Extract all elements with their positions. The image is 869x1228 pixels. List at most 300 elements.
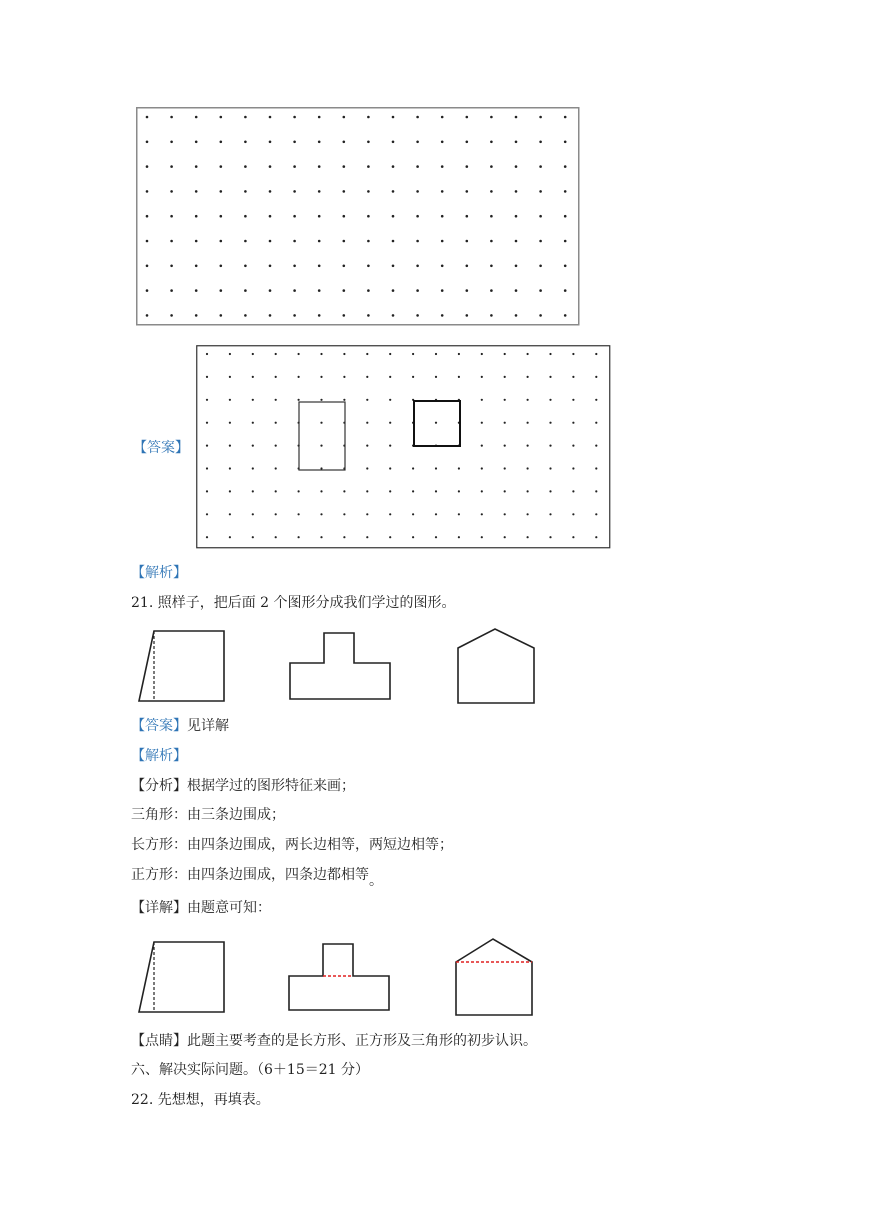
grid-dot (275, 399, 277, 401)
grid-dot (252, 445, 254, 447)
grid-dot (435, 513, 437, 515)
grid-dot (490, 141, 493, 144)
answer-square (414, 401, 460, 446)
grid-dot (572, 376, 574, 378)
grid-dot (416, 265, 419, 268)
grid-dot (481, 490, 483, 492)
grid-dot (539, 116, 542, 119)
grid-dot (549, 353, 551, 355)
grid-dot (343, 190, 346, 193)
grid-dot (318, 265, 321, 268)
grid-dot (564, 314, 567, 317)
grid-dot (389, 353, 391, 355)
grid-dot (564, 215, 567, 218)
grid-dot (367, 190, 370, 193)
grid-dot (412, 513, 414, 515)
grid-dot (458, 490, 460, 492)
grid-dot (416, 215, 419, 218)
grid-dot (244, 215, 247, 218)
solution-trapezoid-figure (134, 938, 234, 1018)
grid-dot (490, 265, 493, 268)
grid-dot (343, 490, 345, 492)
grid-dot (206, 445, 208, 447)
grid-dot (389, 422, 391, 424)
grid-dot (220, 215, 223, 218)
grid-dot (293, 240, 296, 243)
dianjing-text: 此题主要考查的是长方形、正方形及三角形的初步认识。 (187, 1033, 537, 1049)
grid-dot (572, 399, 574, 401)
grid-dot (366, 399, 368, 401)
grid-dot (298, 376, 300, 378)
grid-dot (343, 314, 346, 317)
question-text: 照样子，把后面 2 个图形分成我们学过的图形。 (157, 595, 456, 611)
grid-dot (595, 353, 597, 355)
grid-dot (466, 215, 469, 218)
grid-dot (564, 141, 567, 144)
grid-dot (458, 513, 460, 515)
grid-dot (515, 190, 518, 193)
grid-dot (412, 536, 414, 538)
grid-dot (195, 289, 198, 292)
grid-dot (564, 190, 567, 193)
grid-dot (416, 190, 419, 193)
grid-dot (269, 165, 272, 168)
answer-rectangle (299, 402, 345, 470)
grid-dot (392, 141, 395, 144)
grid-dot (435, 536, 437, 538)
grid-dot (441, 265, 444, 268)
grid-dot (416, 289, 419, 292)
question-number: 22. (131, 1092, 154, 1108)
grid-dot (275, 490, 277, 492)
grid-dot (367, 314, 370, 317)
example-trapezoid-figure (134, 627, 234, 707)
grid-dot (220, 116, 223, 119)
grid-dot (269, 240, 272, 243)
grid-dot (527, 490, 529, 492)
grid-dot (320, 490, 322, 492)
square-def-text: 正方形：由四条边围成，四条边都相等 (131, 867, 369, 883)
grid-dot (343, 399, 345, 401)
grid-dot (244, 141, 247, 144)
grid-dot (220, 289, 223, 292)
grid-dot (466, 190, 469, 193)
grid-dot (441, 289, 444, 292)
grid-dot (318, 141, 321, 144)
grid-dot (416, 314, 419, 317)
grid-dot (367, 289, 370, 292)
grid-dot (392, 240, 395, 243)
grid-dot (146, 265, 149, 268)
grid-dot (504, 513, 506, 515)
grid-dot (490, 240, 493, 243)
grid-dot (458, 467, 460, 469)
grid-dot (539, 190, 542, 193)
grid-dot (490, 165, 493, 168)
grid-dot (466, 240, 469, 243)
grid-dot (412, 490, 414, 492)
grid-dot (206, 513, 208, 515)
grid-dot (195, 265, 198, 268)
grid-dot (229, 536, 231, 538)
grid-dot (564, 289, 567, 292)
grid-dot (244, 240, 247, 243)
grid-dot (206, 399, 208, 401)
grid-dot (318, 314, 321, 317)
grid-dot (527, 422, 529, 424)
grid-dot (458, 536, 460, 538)
grid-dot (490, 190, 493, 193)
grid-dot (389, 467, 391, 469)
section-6-heading: 六、解决实际问题。（6＋15＝21 分） (131, 1062, 369, 1078)
analysis-tag: 【解析】 (131, 565, 187, 581)
grid-dot (293, 165, 296, 168)
grid-dot (229, 467, 231, 469)
grid-dot (244, 289, 247, 292)
grid-dot (564, 240, 567, 243)
grid-dot (392, 165, 395, 168)
grid-dot (170, 215, 173, 218)
grid-dot (504, 536, 506, 538)
grid-dot (572, 445, 574, 447)
grid-dot (515, 265, 518, 268)
grid-dot (466, 265, 469, 268)
grid-dot (229, 422, 231, 424)
grid-dot (539, 215, 542, 218)
grid-dot (389, 536, 391, 538)
grid-dot (343, 289, 346, 292)
grid-dot (515, 141, 518, 144)
grid-dot (252, 490, 254, 492)
grid-dot (298, 490, 300, 492)
grid-dot (252, 376, 254, 378)
grid-dot (275, 376, 277, 378)
grid-dot (146, 165, 149, 168)
grid-dot (318, 165, 321, 168)
grid-dot (527, 353, 529, 355)
grid-dot (504, 490, 506, 492)
grid-dot (515, 116, 518, 119)
grid-dot (343, 240, 346, 243)
grid-dot (366, 445, 368, 447)
grid-dot (343, 141, 346, 144)
fenxi-tag: 【分析】 (131, 778, 187, 794)
grid-dot (206, 353, 208, 355)
grid-dot (195, 141, 198, 144)
question-21 (131, 593, 456, 613)
grid-dot (318, 215, 321, 218)
grid-dot (441, 165, 444, 168)
grid-dot (367, 116, 370, 119)
grid-dot (320, 445, 322, 447)
grid-dot (539, 314, 542, 317)
grid-dot (293, 314, 296, 317)
grid-dot (229, 513, 231, 515)
grid-dot (572, 513, 574, 515)
grid-dot (170, 141, 173, 144)
answer-tag: 【答案】 (131, 718, 187, 734)
q21-answer (131, 716, 229, 736)
grid-dot (293, 265, 296, 268)
square-def-period: 。 (369, 873, 383, 889)
grid-dot (527, 536, 529, 538)
grid-dot (252, 513, 254, 515)
grid-dot (320, 353, 322, 355)
grid-dot (366, 376, 368, 378)
grid-dot (244, 116, 247, 119)
grid-dot (275, 422, 277, 424)
dot-grid-answer (196, 345, 612, 551)
grid-dot (416, 116, 419, 119)
grid-dot (466, 314, 469, 317)
square-def (131, 865, 383, 889)
grid-dot (392, 116, 395, 119)
grid-dot (220, 165, 223, 168)
grid-dot (298, 536, 300, 538)
grid-dot (458, 376, 460, 378)
grid-dot (195, 116, 198, 119)
grid-dot (595, 536, 597, 538)
grid-dot (293, 116, 296, 119)
grid-dot (504, 467, 506, 469)
grid-dot (206, 490, 208, 492)
grid-dot (564, 165, 567, 168)
grid-dot (206, 422, 208, 424)
grid-dot (343, 513, 345, 515)
grid-dot (320, 422, 322, 424)
grid-dot (441, 314, 444, 317)
grid-dot (252, 536, 254, 538)
grid-dot (595, 422, 597, 424)
grid-dot (170, 240, 173, 243)
grid-dot (564, 265, 567, 268)
grid-dot (490, 116, 493, 119)
grid-dot (539, 165, 542, 168)
grid-dot (549, 513, 551, 515)
grid-dot (320, 467, 322, 469)
grid-dot (343, 376, 345, 378)
grid-dot (515, 215, 518, 218)
grid-dot (572, 536, 574, 538)
dianjing-tag: 【点睛】 (131, 1033, 187, 1049)
grid-dot (220, 314, 223, 317)
grid-dot (206, 467, 208, 469)
grid-dot (269, 215, 272, 218)
grid-dot (527, 467, 529, 469)
grid-dot (320, 536, 322, 538)
grid-dot (527, 399, 529, 401)
grid-dot (539, 141, 542, 144)
grid-dot (435, 422, 437, 424)
grid-dot (595, 445, 597, 447)
grid-dot (441, 240, 444, 243)
grid-dot (392, 190, 395, 193)
grid-dot (366, 490, 368, 492)
grid-dot (343, 536, 345, 538)
grid-dot (595, 490, 597, 492)
grid-dot (318, 116, 321, 119)
grid-dot (318, 240, 321, 243)
xiangjie-text: 由题意可知： (187, 900, 271, 916)
grid-dot (220, 240, 223, 243)
grid-dot (320, 399, 322, 401)
grid-dot (275, 445, 277, 447)
analysis-tag: 【解析】 (131, 748, 187, 764)
grid-dot (392, 215, 395, 218)
grid-dot (595, 399, 597, 401)
grid-dot (229, 376, 231, 378)
grid-dot (416, 141, 419, 144)
grid-dot (170, 165, 173, 168)
grid-dot (441, 190, 444, 193)
grid-dot (504, 445, 506, 447)
grid-dot (229, 399, 231, 401)
grid-dot (539, 265, 542, 268)
grid-dot (504, 353, 506, 355)
grid-dot (170, 289, 173, 292)
grid-dot (416, 165, 419, 168)
grid-dot (441, 141, 444, 144)
grid-dot (392, 289, 395, 292)
grid-dot (366, 536, 368, 538)
grid-dot (220, 265, 223, 268)
grid-dot (481, 422, 483, 424)
grid-dot (595, 467, 597, 469)
grid-dot (367, 215, 370, 218)
grid-dot (146, 190, 149, 193)
grid-dot (549, 399, 551, 401)
grid-dot (298, 399, 300, 401)
grid-dot (275, 353, 277, 355)
grid-dot (146, 289, 149, 292)
grid-dot (515, 289, 518, 292)
grid-dot (366, 422, 368, 424)
grid-dot (481, 353, 483, 355)
grid-dot (481, 467, 483, 469)
grid-dot (298, 353, 300, 355)
grid-dot (206, 376, 208, 378)
grid-dot (170, 116, 173, 119)
grid-dot (229, 490, 231, 492)
grid-dot (244, 165, 247, 168)
rectangle-def: 长方形：由四条边围成，两长边相等，两短边相等； (131, 837, 453, 853)
grid-dot (539, 289, 542, 292)
grid-dot (269, 265, 272, 268)
grid-dot (195, 165, 198, 168)
grid-dot (515, 240, 518, 243)
grid-dot (389, 399, 391, 401)
grid-dot (244, 265, 247, 268)
grid-dot (170, 190, 173, 193)
grid-dot (549, 490, 551, 492)
grid-dot (527, 376, 529, 378)
grid-dot (392, 265, 395, 268)
grid-dot (252, 399, 254, 401)
grid-dot (481, 513, 483, 515)
grid-dot (170, 265, 173, 268)
grid-dot (527, 445, 529, 447)
grid-dot (343, 165, 346, 168)
grid-dot (458, 353, 460, 355)
grid-dot (466, 116, 469, 119)
grid-dot (549, 376, 551, 378)
grid-dot (252, 467, 254, 469)
grid-dot (252, 353, 254, 355)
grid-dot (244, 190, 247, 193)
grid-dot (564, 116, 567, 119)
grid-dot (389, 490, 391, 492)
grid-dot (527, 513, 529, 515)
grid-dot (490, 215, 493, 218)
grid-dot (539, 240, 542, 243)
grid-dot (481, 376, 483, 378)
grid-dot (195, 215, 198, 218)
grid-dot (435, 376, 437, 378)
fenxi-text: 根据学过的图形特征来画； (187, 778, 355, 794)
grid-dot (389, 445, 391, 447)
grid-dot (412, 376, 414, 378)
grid-dot (146, 141, 149, 144)
grid-dot (269, 314, 272, 317)
grid-dot (367, 141, 370, 144)
grid-dot (572, 490, 574, 492)
grid-dot (293, 289, 296, 292)
grid-dot (466, 141, 469, 144)
question-text: 先想想，再填表。 (157, 1092, 270, 1108)
grid-dot (229, 353, 231, 355)
grid-dot (490, 289, 493, 292)
grid-dot (504, 422, 506, 424)
answer-text: 见详解 (187, 718, 229, 734)
grid-dot (572, 467, 574, 469)
grid-dot (412, 353, 414, 355)
grid-dot (549, 467, 551, 469)
t-shape-figure (286, 629, 396, 709)
grid-dot (343, 215, 346, 218)
grid-dot (466, 289, 469, 292)
grid-dot (515, 314, 518, 317)
grid-dot (435, 490, 437, 492)
grid-dot (367, 265, 370, 268)
grid-dot (269, 141, 272, 144)
grid-dot (549, 422, 551, 424)
grid-dot (146, 116, 149, 119)
grid-dot (572, 422, 574, 424)
grid-dot (481, 399, 483, 401)
grid-dot (389, 376, 391, 378)
grid-dot (146, 314, 149, 317)
grid-dot (504, 376, 506, 378)
grid-dot (595, 376, 597, 378)
grid-dot (229, 445, 231, 447)
grid-dot (515, 165, 518, 168)
grid-dot (293, 215, 296, 218)
grid-dot (146, 215, 149, 218)
grid-dot (490, 314, 493, 317)
grid-dot (481, 445, 483, 447)
grid-dot (318, 190, 321, 193)
grid-dot (275, 467, 277, 469)
xiangjie-line (131, 898, 271, 918)
solution-t-shape-figure (285, 940, 395, 1020)
grid-dot (195, 314, 198, 317)
grid-dot (366, 353, 368, 355)
dot-grid-question (136, 107, 581, 327)
question-22 (131, 1090, 270, 1110)
house-shape-figure (454, 625, 544, 710)
grid-dot (392, 314, 395, 317)
grid-dot (367, 240, 370, 243)
